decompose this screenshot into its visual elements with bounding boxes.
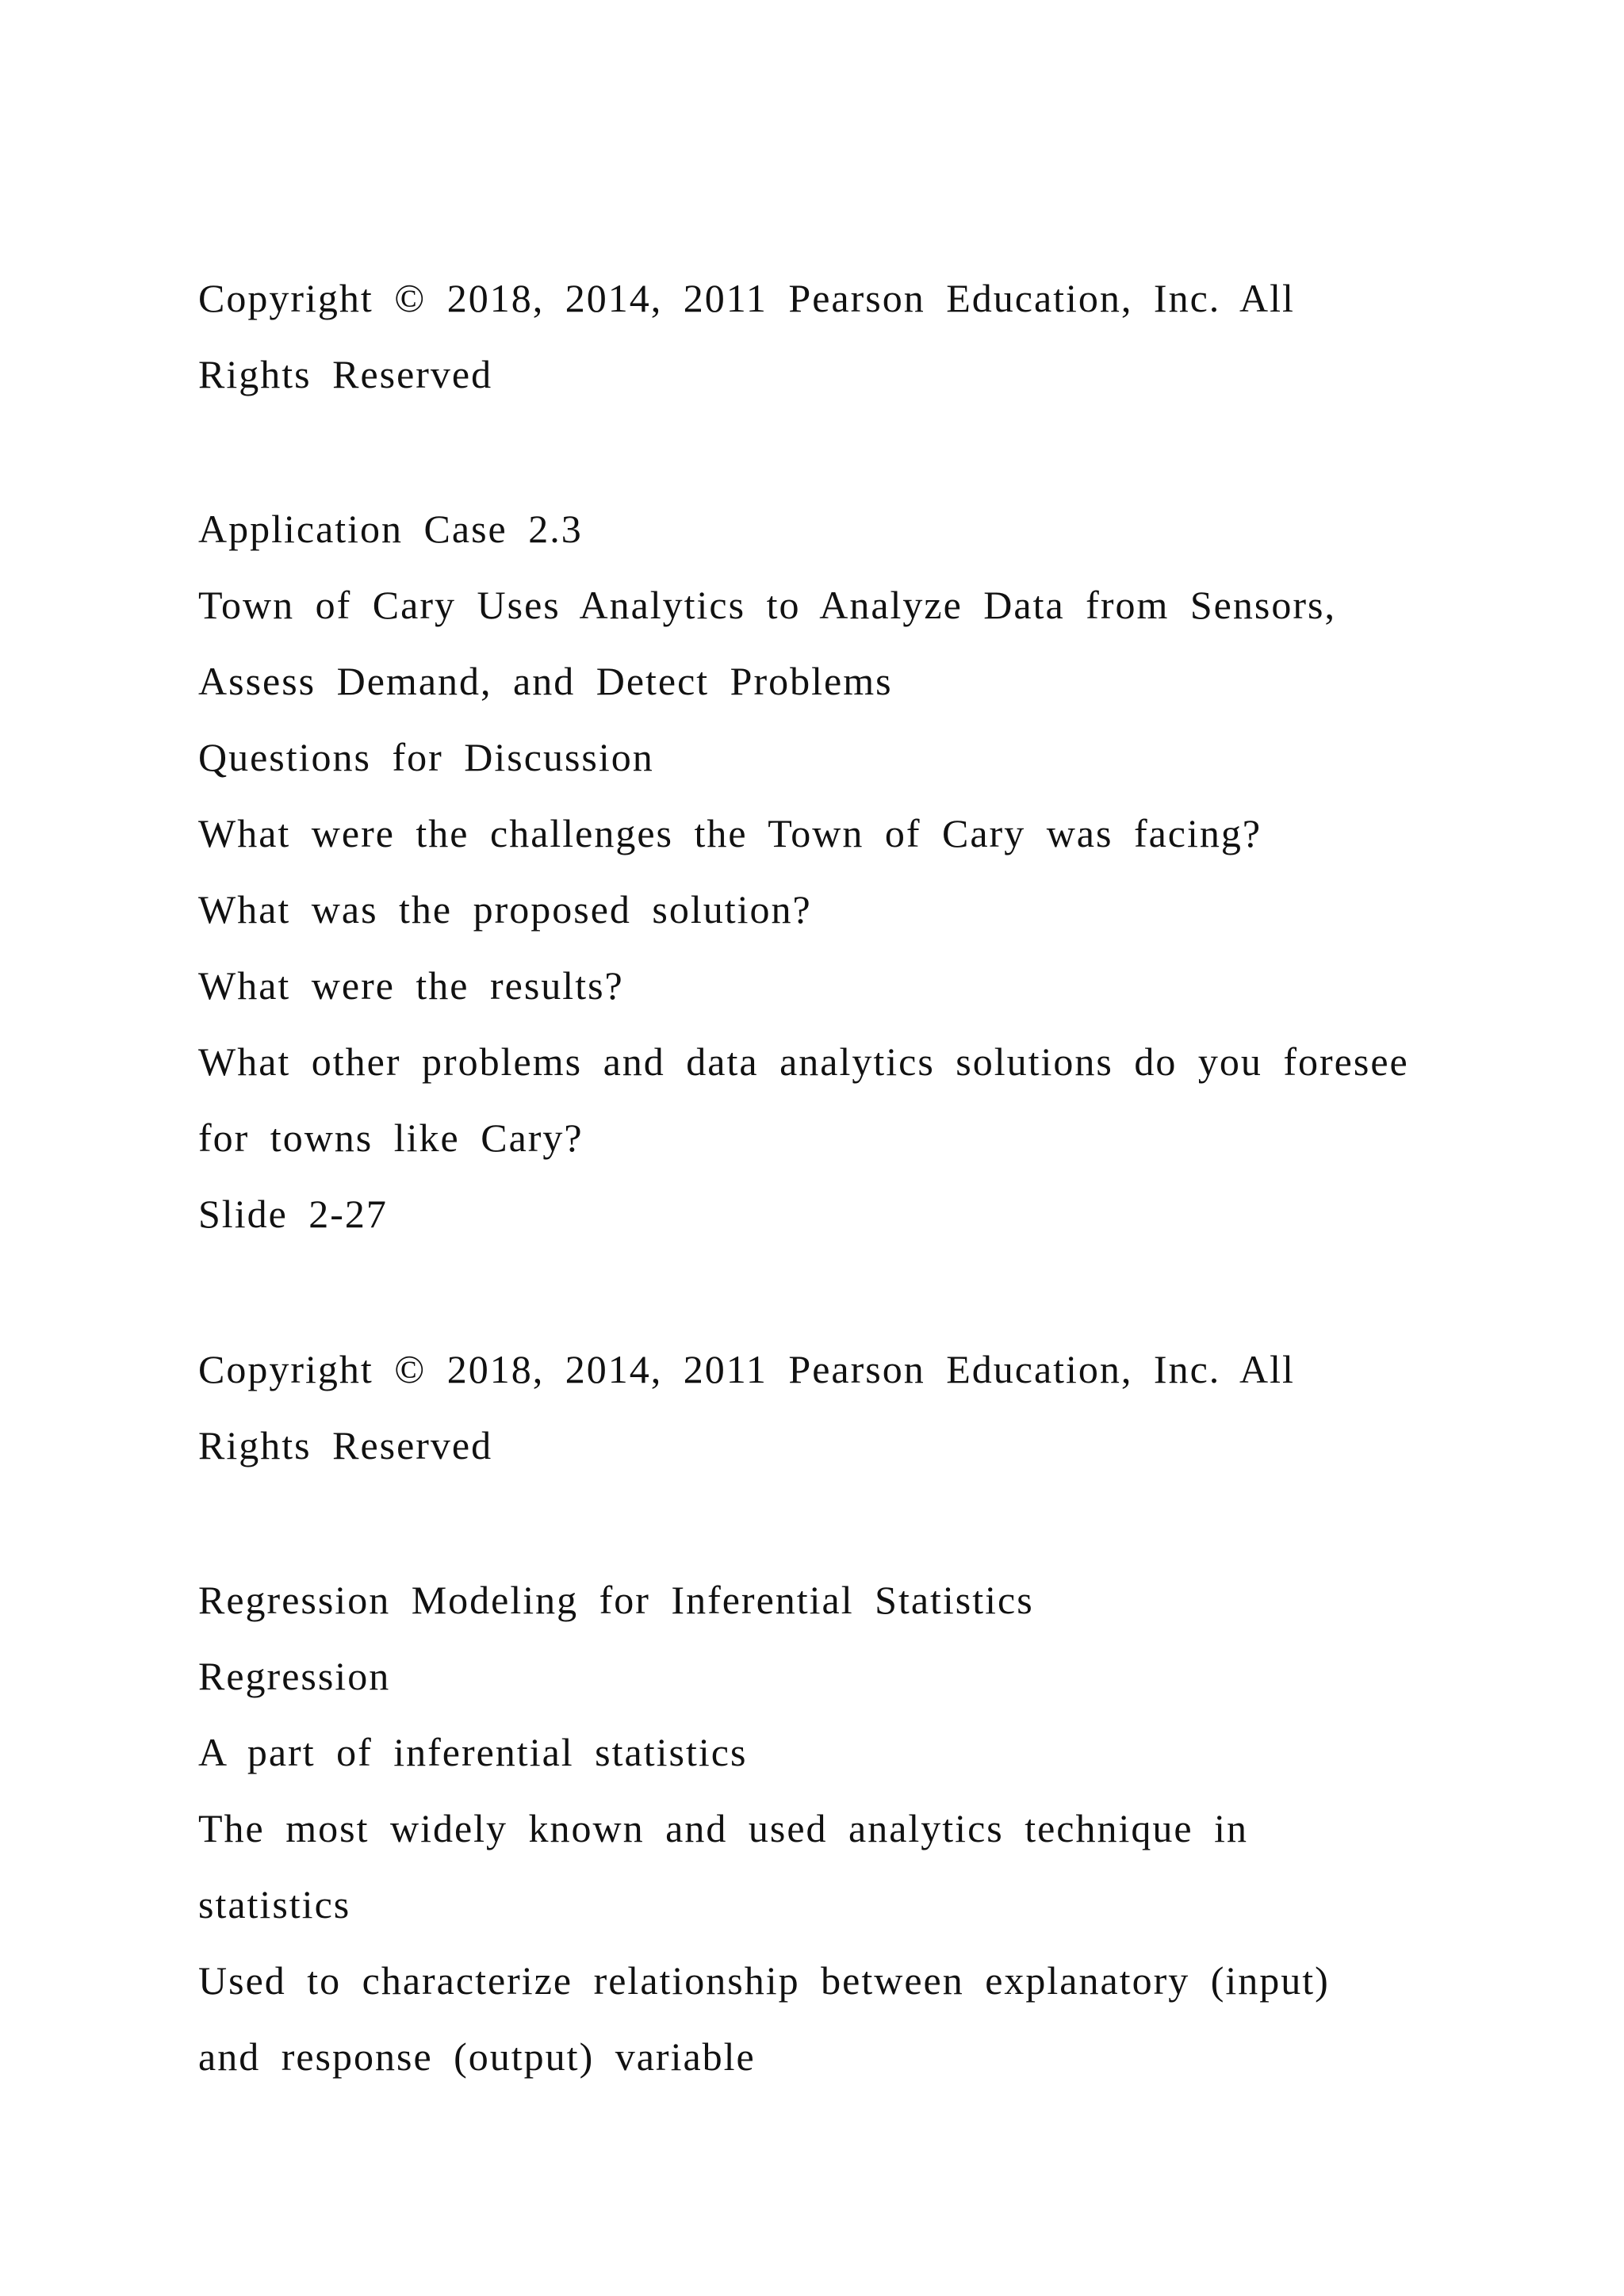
question-2: What was the proposed solution? — [198, 887, 812, 932]
bullet-2-line-2: statistics — [198, 1882, 351, 1927]
bullet-2-line-1: The most widely known and used analytics technique in — [198, 1806, 1248, 1850]
regression-heading: Regression — [198, 1654, 391, 1698]
slide-number: Slide 2-27 — [198, 1192, 388, 1236]
copyright-line-4: Rights Reserved — [198, 1423, 493, 1468]
copyright-line-3: Copyright © 2018, 2014, 2011 Pearson Education, Inc. All — [198, 1347, 1295, 1391]
application-case-title: Application Case 2.3 — [198, 507, 583, 551]
question-3: What were the results? — [198, 963, 624, 1008]
copyright-line-2: Rights Reserved — [198, 352, 493, 396]
bullet-1: A part of inferential statistics — [198, 1730, 748, 1774]
question-4-line-2: for towns like Cary? — [198, 1115, 584, 1160]
bullet-3-line-1: Used to characterize relationship between explanatory (input) — [198, 1958, 1330, 2003]
section-title: Regression Modeling for Inferential Statistics — [198, 1578, 1034, 1622]
bullet-3-line-2: and response (output) variable — [198, 2034, 756, 2079]
questions-heading: Questions for Discussion — [198, 735, 654, 779]
case-heading-line-2: Assess Demand, and Detect Problems — [198, 659, 893, 703]
case-heading-line-1: Town of Cary Uses Analytics to Analyze Data from Sensors, — [198, 583, 1336, 627]
question-4-line-1: What other problems and data analytics solutions do you foresee — [198, 1039, 1409, 1084]
question-1: What were the challenges the Town of Cary was facing? — [198, 811, 1262, 855]
copyright-line-1: Copyright © 2018, 2014, 2011 Pearson Education, Inc. All — [198, 276, 1295, 320]
